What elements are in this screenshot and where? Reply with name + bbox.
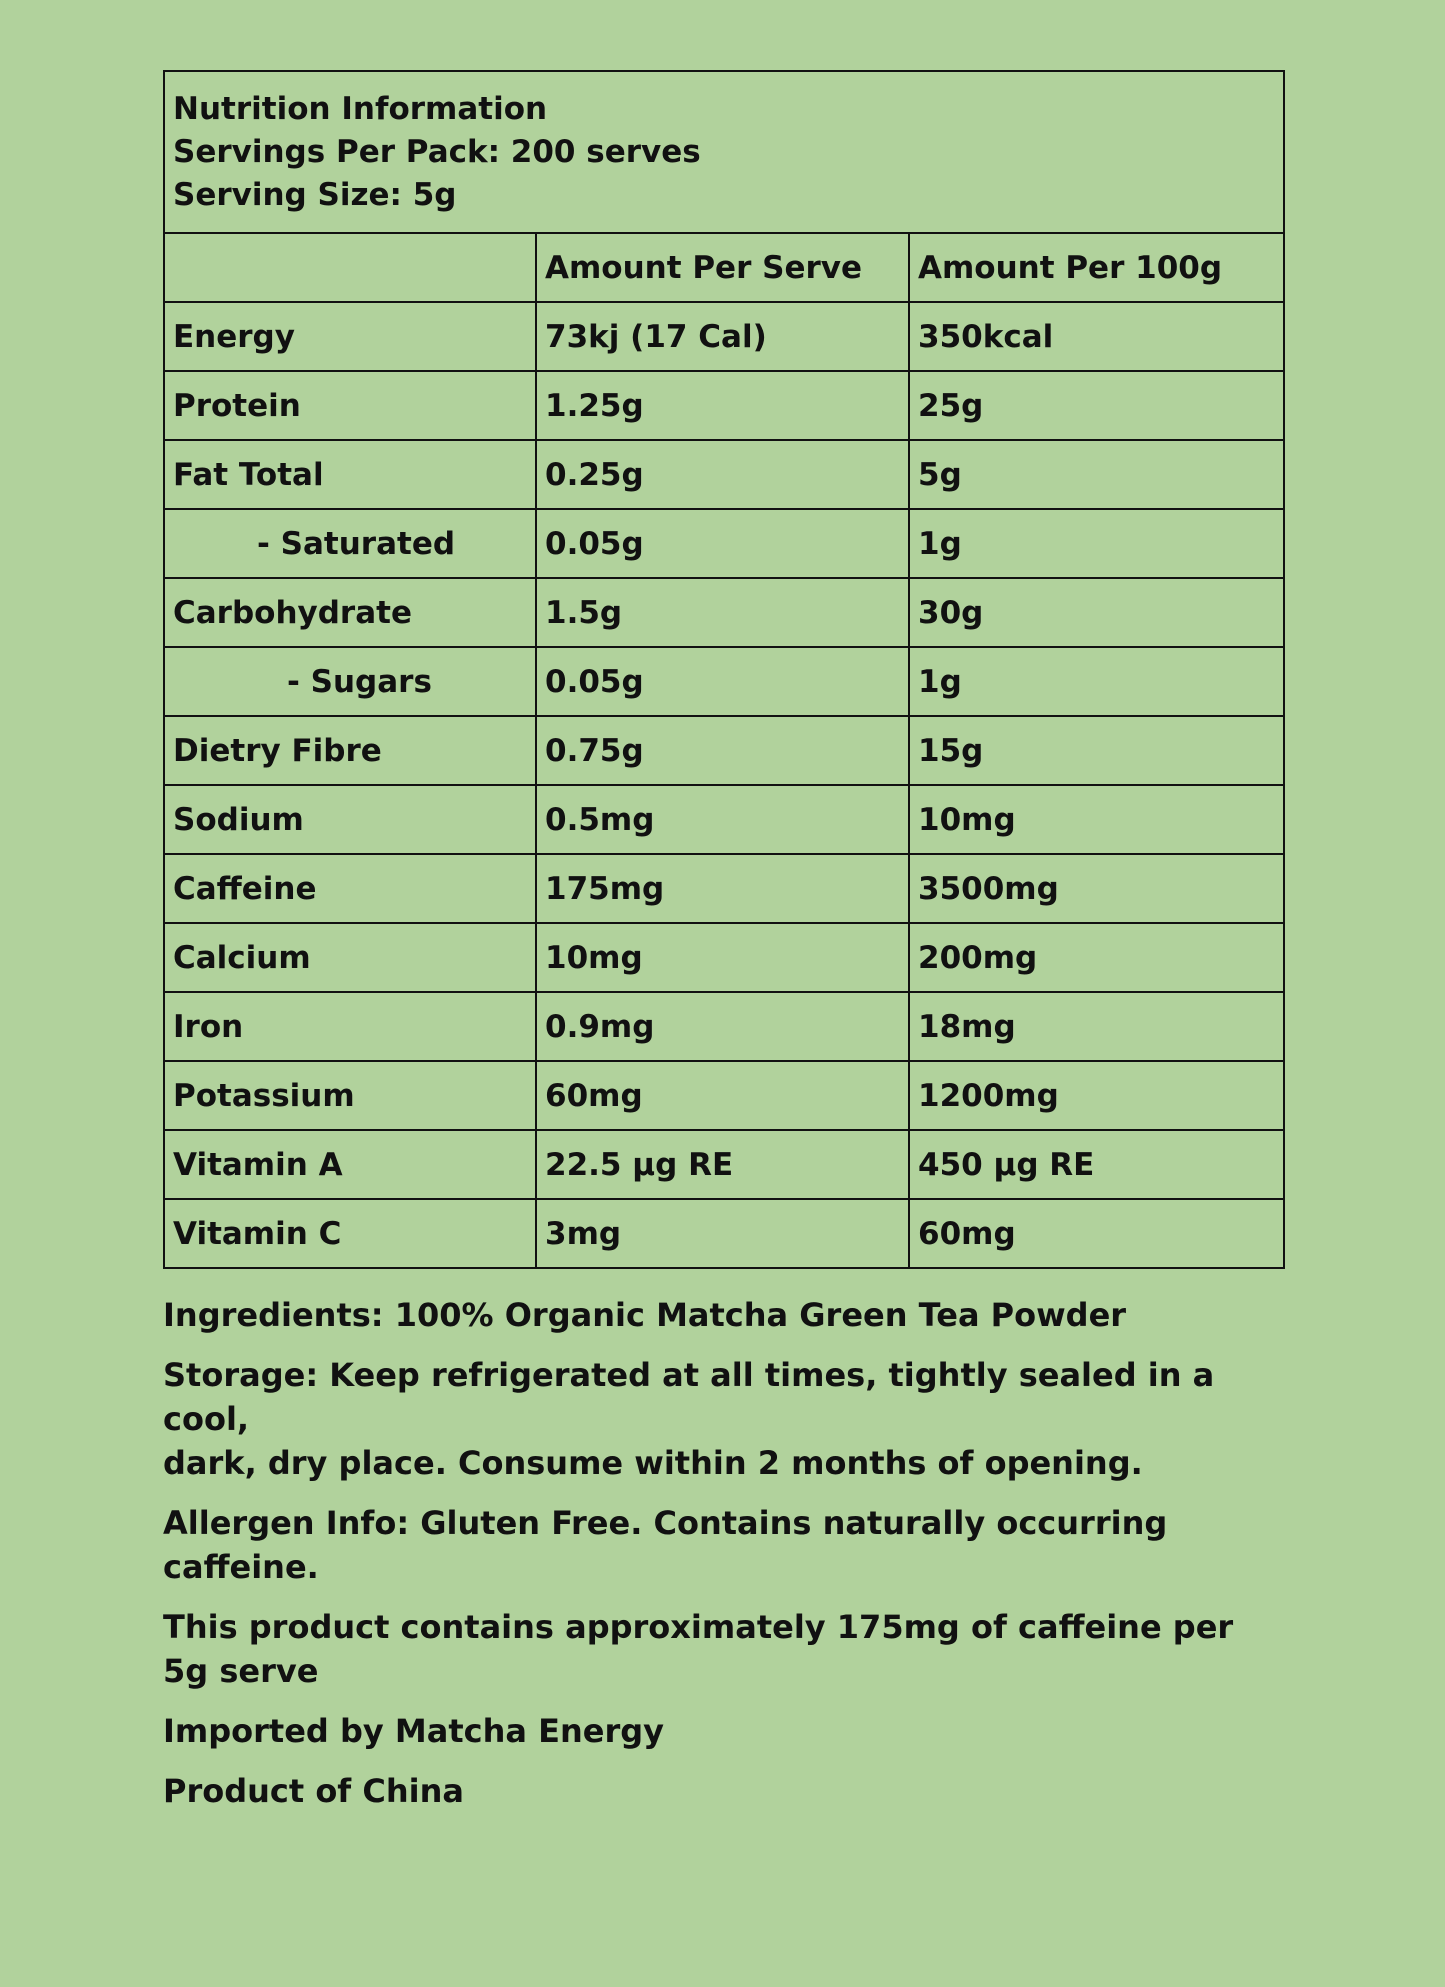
per-100g-value: 30g	[909, 578, 1284, 647]
nutrient-name: Carbohydrate	[164, 578, 536, 647]
per-100g-value: 3500mg	[909, 854, 1284, 923]
per-100g-value: 25g	[909, 371, 1284, 440]
importer-text: Imported by Matcha Energy	[163, 1712, 664, 1750]
allergen-text: Allergen Info: Gluten Free. Contains naturally occurring caffeine.	[163, 1504, 1168, 1586]
table-row	[164, 923, 1284, 992]
column-header-row	[164, 233, 1284, 302]
caffeine-statement: This product contains approximately 175mg of caffeine per 5g serve	[163, 1608, 1234, 1690]
table-row	[164, 1130, 1284, 1199]
table-row	[164, 371, 1284, 440]
storage-line-2: dark, dry place. Consume within 2 months of opening.	[163, 1444, 1143, 1482]
table-row	[164, 785, 1284, 854]
per-serve-value: 0.05g	[536, 509, 909, 578]
servings-per-pack: Servings Per Pack: 200 serves	[173, 133, 701, 170]
column-header-per-serve: Amount Per Serve	[536, 233, 909, 302]
per-100g-value: 1g	[909, 647, 1284, 716]
table-row	[164, 1199, 1284, 1268]
per-serve-value: 1.25g	[536, 371, 909, 440]
per-serve-value: 22.5 µg RE	[536, 1130, 909, 1199]
nutrition-label	[163, 70, 1283, 1829]
ingredients-text: Ingredients: 100% Organic Matcha Green Tea Powder	[163, 1296, 1127, 1334]
nutrient-name: - Sugars	[164, 647, 536, 716]
per-serve-value: 60mg	[536, 1061, 909, 1130]
nutrient-name: Calcium	[164, 923, 536, 992]
nutrient-name: Vitamin A	[164, 1130, 536, 1199]
per-100g-value: 15g	[909, 716, 1284, 785]
per-serve-value: 0.25g	[536, 440, 909, 509]
per-serve-value: 73kj (17 Cal)	[536, 302, 909, 371]
nutrient-name: Iron	[164, 992, 536, 1061]
nutrient-name: Dietry Fibre	[164, 716, 536, 785]
serving-size: Serving Size: 5g	[173, 176, 457, 213]
product-notes	[163, 1293, 1283, 1813]
per-100g-value: 1g	[909, 509, 1284, 578]
table-row	[164, 509, 1284, 578]
column-header-blank	[164, 233, 536, 302]
table-row	[164, 440, 1284, 509]
per-100g-value: 60mg	[909, 1199, 1284, 1268]
nutrient-name: Energy	[164, 302, 536, 371]
column-header-per-100g: Amount Per 100g	[909, 233, 1284, 302]
per-serve-value: 10mg	[536, 923, 909, 992]
nutrient-name: Vitamin C	[164, 1199, 536, 1268]
table-row	[164, 578, 1284, 647]
nutrient-name: Sodium	[164, 785, 536, 854]
per-100g-value: 450 µg RE	[909, 1130, 1284, 1199]
table-row	[164, 647, 1284, 716]
per-serve-value: 1.5g	[536, 578, 909, 647]
table-row	[164, 302, 1284, 371]
per-serve-value: 3mg	[536, 1199, 909, 1268]
table-row	[164, 716, 1284, 785]
per-serve-value: 0.9mg	[536, 992, 909, 1061]
table-row	[164, 1061, 1284, 1130]
nutrition-title: Nutrition Information	[173, 90, 548, 127]
nutrition-header	[164, 71, 1284, 233]
per-100g-value: 350kcal	[909, 302, 1284, 371]
per-100g-value: 1200mg	[909, 1061, 1284, 1130]
per-100g-value: 18mg	[909, 992, 1284, 1061]
nutrient-name: - Saturated	[164, 509, 536, 578]
table-header-row	[164, 71, 1284, 233]
table-row	[164, 992, 1284, 1061]
nutrient-name: Caffeine	[164, 854, 536, 923]
per-serve-value: 0.5mg	[536, 785, 909, 854]
per-serve-value: 0.05g	[536, 647, 909, 716]
per-serve-value: 0.75g	[536, 716, 909, 785]
storage-text	[163, 1353, 1283, 1485]
origin-text: Product of China	[163, 1772, 464, 1810]
nutrient-name: Potassium	[164, 1061, 536, 1130]
table-row	[164, 854, 1284, 923]
nutrient-name: Fat Total	[164, 440, 536, 509]
per-serve-value: 175mg	[536, 854, 909, 923]
nutrient-name: Protein	[164, 371, 536, 440]
per-100g-value: 5g	[909, 440, 1284, 509]
per-100g-value: 10mg	[909, 785, 1284, 854]
per-100g-value: 200mg	[909, 923, 1284, 992]
nutrition-table	[163, 70, 1285, 1269]
storage-line-1: Storage: Keep refrigerated at all times, tightly sealed in a cool,	[163, 1356, 1215, 1438]
